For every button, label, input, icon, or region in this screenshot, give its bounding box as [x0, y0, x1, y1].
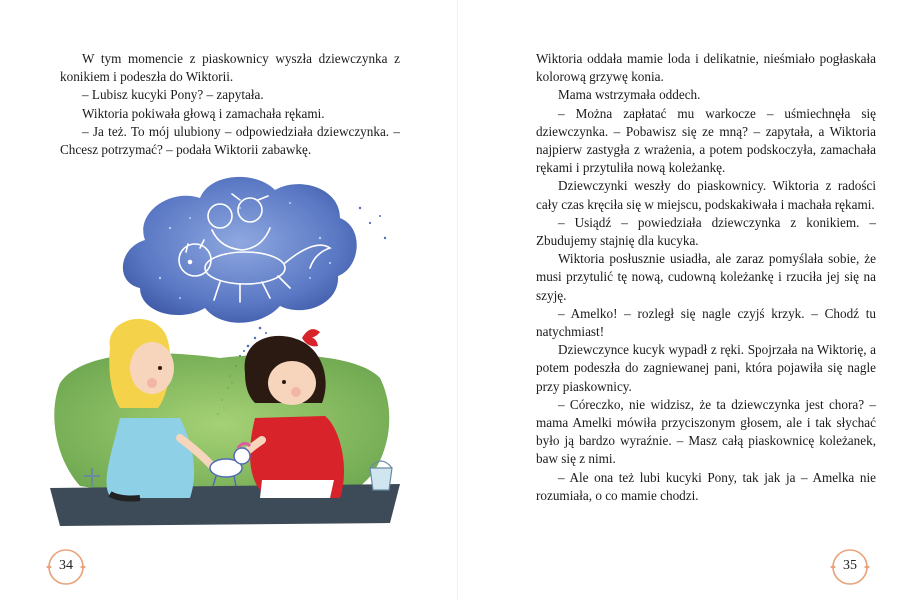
paragraph: – Usiądź – powiedziała dziewczynka z konikiem. – Zbudujemy stajnię dla kucyka. — [536, 214, 876, 249]
paragraph: Wiktoria pokiwała głową i zamachała rękami. — [82, 105, 325, 121]
paragraph: – Ja też. To mój ulubiony – odpowiedziała dziewczynka. – Chcesz potrzymać? – podała Wiktorii zabawkę. — [60, 123, 400, 158]
page-number-text: 34 — [59, 558, 73, 573]
left-page-text — [60, 50, 400, 159]
page-number-right — [828, 545, 872, 589]
paragraph: Wiktoria oddała mamie loda i delikatnie, nieśmiało pogłaskała kolorową grzywę konia. — [536, 51, 876, 85]
paragraph: Wiktoria posłusznie usiadła, ale zaraz pomyślała sobie, że musi przytulić tę nową, cudowną koleżankę i rzuciła jej się na szyję. — [536, 251, 876, 303]
paragraph: – Ale ona też lubi kucyki Pony, tak jak ja – Amelka nie rozumiała, o co mamie chodzi. — [536, 469, 876, 503]
paragraph: Dziewczynce kucyk wypadł z ręki. Spojrzała na Wiktorię, a potem podeszła do zagniewanej pani, która pojawiła się nagle przy piaskownicy. — [536, 342, 876, 394]
page-number-left — [44, 545, 88, 589]
paragraph: – Amelko! – rozległ się nagle czyjś krzyk. – Chodź tu natychmiast! — [536, 305, 876, 340]
paragraph: – Lubisz kucyki Pony? – zapytała. — [82, 87, 264, 103]
paragraph: Dziewczynki weszły do piaskownicy. Wiktoria z radości cały czas kręciła się w miejscu, podskakiwała i machała rękami. — [536, 178, 876, 212]
page-number-text: 35 — [843, 558, 857, 573]
thought-cloud-icon — [123, 177, 357, 323]
right-page-text — [536, 50, 876, 505]
paragraph: – Córeczko, nie widzisz, że ta dziewczynka jest chora? – mama Amelki mówiła przyciszonym głosem, ale i tak słychać było ją bardzo wyraźnie. – Masz całą piaskownicę koleżanek, baw się z nimi. — [536, 396, 876, 467]
paragraph: Mama wstrzymała oddech. — [558, 87, 701, 103]
paragraph: W tym momencie z piaskownicy wyszła dziewczynka z konikiem i podeszła do Wiktorii. — [60, 51, 400, 85]
illustration-girls-playing — [40, 168, 420, 528]
right-page — [458, 0, 916, 600]
paragraph: – Można zapłatać mu warkocze – uśmiechnęła się dziewczynka. – Pobawisz się ze mną? – zapytała, a Wiktoria najpierw zastygła z wrażenia, a potem podskoczyła, zamachała rękami i przytuliła nową koleżankę. — [536, 105, 876, 176]
